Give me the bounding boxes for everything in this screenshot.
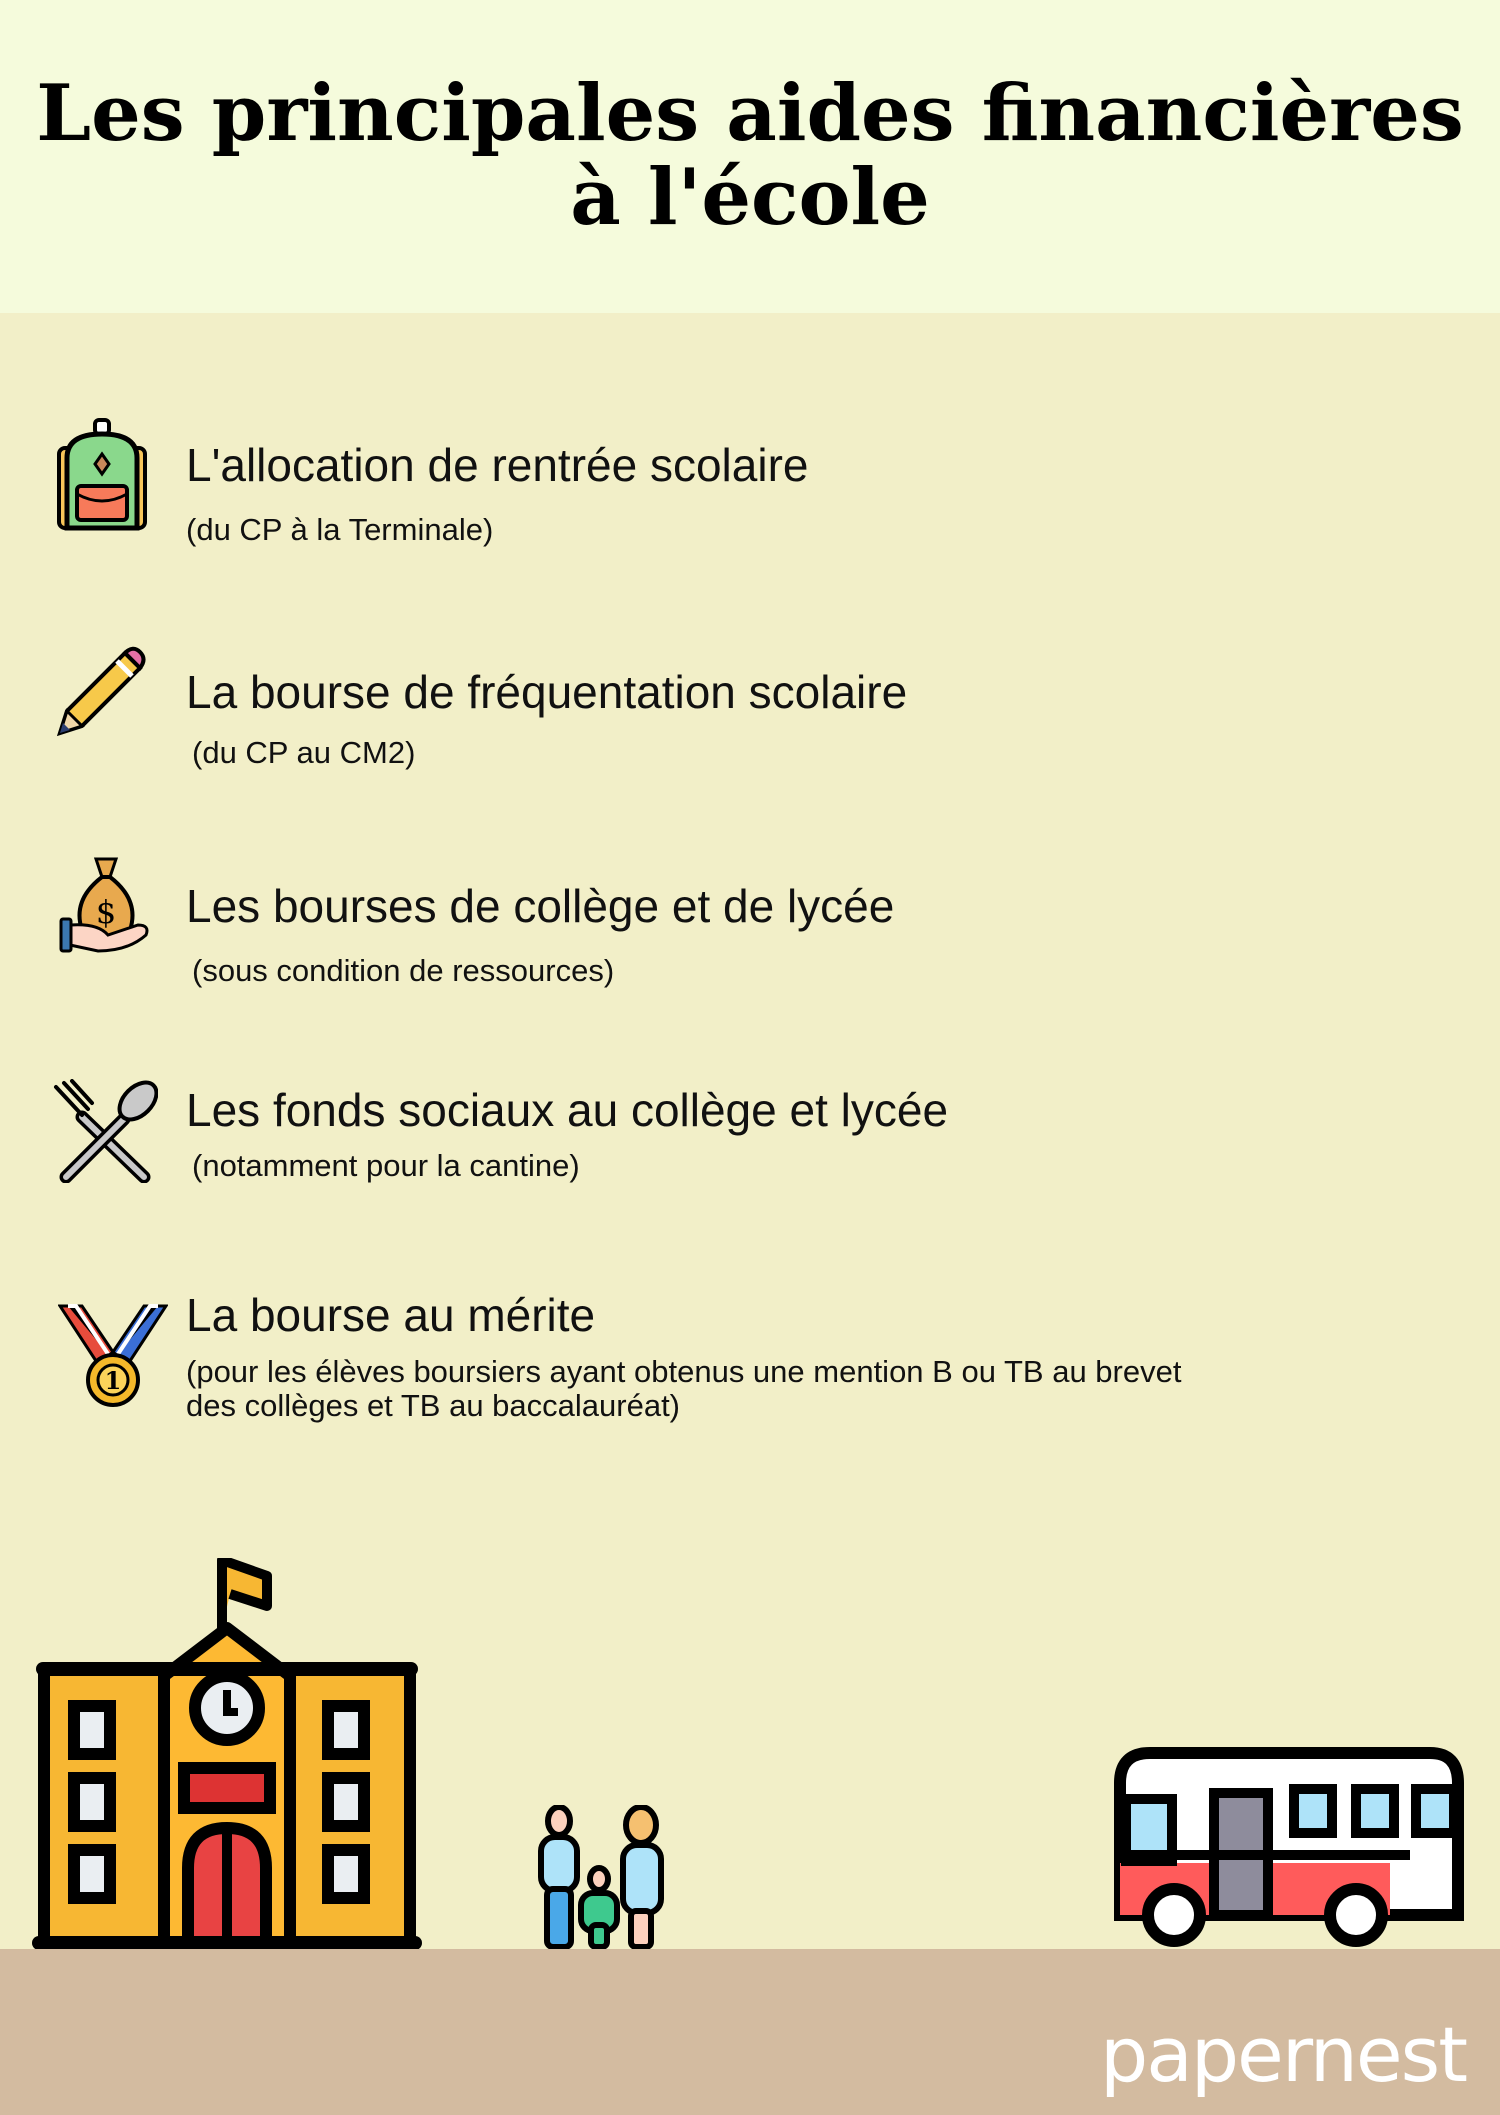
school-building-icon — [32, 1558, 422, 1950]
family-icon — [535, 1805, 669, 1950]
page-title: Les principales aides financières à l'école — [36, 68, 1464, 243]
bus-icon — [1110, 1743, 1468, 1950]
aid-subtitle-allocation: (du CP à la Terminale) — [186, 512, 494, 547]
money-bag-hand-icon — [58, 855, 156, 955]
aid-title-bourses-college-lycee: Les bourses de collège et de lycée — [186, 880, 895, 932]
papernest-logo: papernest — [1100, 2010, 1467, 2099]
medal-number: 1 — [104, 1366, 122, 1395]
medal-icon — [58, 1302, 168, 1408]
backpack-icon — [57, 418, 147, 534]
aid-title-frequentation: La bourse de fréquentation scolaire — [186, 666, 908, 718]
aid-subtitle-merite: (pour les élèves boursiers ayant obtenus une mention B ou TB au brevet des collèges et TB au baccalauréat) — [186, 1354, 1182, 1423]
header-banner — [0, 0, 1500, 313]
pencil-icon — [55, 643, 150, 738]
svg-text:$: $ — [95, 893, 117, 931]
fork-spoon-icon — [52, 1079, 158, 1183]
aid-title-merite: La bourse au mérite — [186, 1289, 596, 1341]
aid-title-allocation: L'allocation de rentrée scolaire — [186, 439, 809, 491]
aid-subtitle-fonds-sociaux: (notamment pour la cantine) — [192, 1148, 580, 1183]
aid-subtitle-bourses-college-lycee: (sous condition de ressources) — [192, 953, 615, 988]
aid-subtitle-frequentation: (du CP au CM2) — [192, 735, 416, 770]
aid-title-fonds-sociaux: Les fonds sociaux au collège et lycée — [186, 1084, 949, 1136]
